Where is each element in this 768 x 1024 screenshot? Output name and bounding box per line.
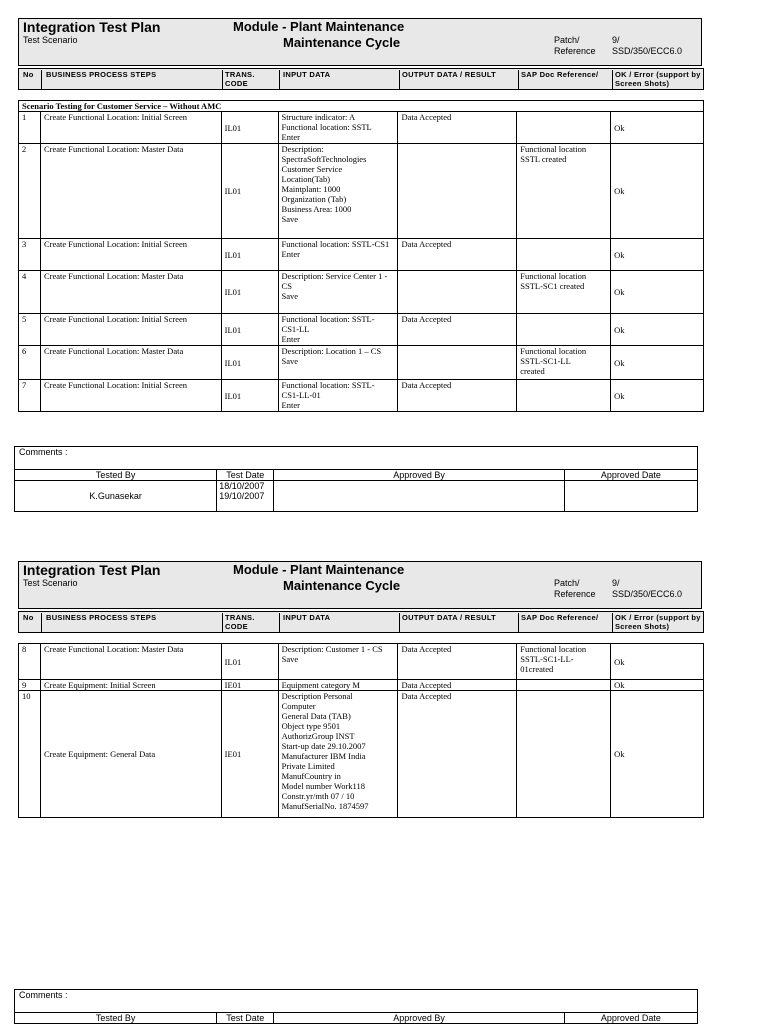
tested-by-label-2: Tested By — [15, 1013, 217, 1024]
input-data: Description: SpectraSoftTechnologies Customer Service Location(Tab) Maintplant: 1000 Organization (Tab) Business Area: 1000 Save — [278, 144, 398, 239]
sap-reference — [517, 691, 611, 818]
process-step: Create Functional Location: Initial Screen — [40, 314, 221, 346]
patch-value-line2: SSD/350/ECC6.0 — [612, 46, 683, 56]
module-label-2: Module - Plant Maintenance — [233, 562, 405, 577]
row-number: 4 — [19, 271, 41, 314]
ok-status: Ok — [611, 644, 704, 680]
trans-code: IL01 — [221, 380, 278, 412]
approved-date-label: Approved Date — [564, 470, 697, 481]
trans-code: IL01 — [221, 239, 278, 271]
comments-label: Comments : — [19, 447, 68, 457]
sap-reference: Functional location SSTL-SC1-LL created — [517, 346, 611, 380]
input-data: Structure indicator: A Functional location: SSTL Enter — [278, 112, 398, 144]
tested-by-value: K.Gunasekar — [15, 481, 217, 512]
ok-status: Ok — [611, 271, 704, 314]
trans-code: IL01 — [221, 644, 278, 680]
table-row — [19, 680, 704, 691]
row-number: 5 — [19, 314, 41, 346]
ok-status: Ok — [611, 239, 704, 271]
process-step: Create Equipment: General Data — [40, 691, 221, 818]
trans-code: IE01 — [221, 691, 278, 818]
test-steps-table-2 — [18, 643, 704, 818]
col-sap-2: SAP Doc Reference/ — [521, 613, 599, 622]
process-step: Create Equipment: Initial Screen — [40, 680, 221, 691]
col-ok: OK / Error (support by Screen Shots) — [615, 70, 701, 88]
output-result: Data Accepted — [398, 314, 517, 346]
ok-status: Ok — [611, 680, 704, 691]
cycle-label: Maintenance Cycle — [283, 35, 401, 50]
input-data: Functional location: SSTL- CS1-LL-01 Enter — [278, 380, 398, 412]
plan-title-2: Integration Test Plan — [23, 562, 161, 578]
test-date-label: Test Date — [217, 470, 274, 481]
tested-by-label: Tested By — [15, 470, 217, 481]
col-trans: TRANS. CODE — [225, 70, 255, 88]
process-step: Create Functional Location: Master Data — [40, 271, 221, 314]
output-result: Data Accepted — [398, 691, 517, 818]
trans-code: IL01 — [221, 346, 278, 380]
approved-by-label-2: Approved By — [274, 1013, 564, 1024]
col-output: OUTPUT DATA / RESULT — [402, 70, 497, 79]
test-date-label-2: Test Date — [217, 1013, 274, 1024]
process-step: Create Functional Location: Master Data — [40, 644, 221, 680]
patch-value-2-line1: 9/ — [612, 578, 620, 588]
output-result: Data Accepted — [398, 680, 517, 691]
ok-status: Ok — [611, 380, 704, 412]
output-result: Data Accepted — [398, 239, 517, 271]
module-label: Module - Plant Maintenance — [233, 19, 405, 34]
col-no-2: No — [23, 613, 34, 622]
input-data: Description Personal Computer General Data (TAB) Object type 9501 AuthorizGroup INST Start-up date 29.10.2007 Manufacturer IBM India Private Limited ManufCountry in Model number Work118 Constr.yr/mth 07 / 10 ManufSerialNo. 1874597 — [278, 691, 398, 818]
trans-code: IL01 — [221, 144, 278, 239]
sap-reference — [517, 680, 611, 691]
approved-by-label: Approved By — [274, 470, 564, 481]
col-input: INPUT DATA — [283, 70, 331, 79]
plan-subtitle: Test Scenario — [23, 35, 78, 45]
patch-label-2 — [554, 578, 596, 600]
sap-reference: Functional location SSTL-SC1 created — [517, 271, 611, 314]
process-step: Create Functional Location: Master Data — [40, 346, 221, 380]
test-date-2: 19/10/2007 — [219, 491, 265, 501]
ok-status: Ok — [611, 144, 704, 239]
process-step: Create Functional Location: Master Data — [40, 144, 221, 239]
scenario-title: Scenario Testing for Customer Service – Without AMC — [19, 101, 704, 112]
patch-value-2 — [612, 578, 682, 600]
output-result: Data Accepted — [398, 644, 517, 680]
row-number: 3 — [19, 239, 41, 271]
patch-label-line1: Patch/ — [554, 35, 580, 45]
input-data: Description: Location 1 – CS Save — [278, 346, 398, 380]
process-step: Create Functional Location: Initial Screen — [40, 112, 221, 144]
input-data: Description: Service Center 1 - CS Save — [278, 271, 398, 314]
row-number: 10 — [19, 691, 41, 818]
comments-box-2 — [14, 989, 698, 1013]
row-number: 6 — [19, 346, 41, 380]
col-trans-2: TRANS. CODE — [225, 613, 255, 631]
patch-label-2-line2: Reference — [554, 589, 596, 599]
input-data: Equipment category M — [278, 680, 398, 691]
ok-status: Ok — [611, 314, 704, 346]
col-input-2: INPUT DATA — [283, 613, 331, 622]
comments-label-2: Comments : — [19, 990, 68, 1000]
approved-date-label-2: Approved Date — [564, 1013, 697, 1024]
table-row — [19, 644, 704, 680]
trans-code: IL01 — [221, 271, 278, 314]
col-steps: BUSINESS PROCESS STEPS — [46, 70, 157, 79]
test-date-1: 18/10/2007 — [219, 481, 265, 491]
sap-reference: Functional location SSTL created — [517, 144, 611, 239]
output-result: Data Accepted — [398, 112, 517, 144]
patch-label-2-line1: Patch/ — [554, 578, 580, 588]
col-output-2: OUTPUT DATA / RESULT — [402, 613, 497, 622]
ok-status: Ok — [611, 346, 704, 380]
patch-value-line1: 9/ — [612, 35, 620, 45]
process-step: Create Functional Location: Initial Screen — [40, 380, 221, 412]
col-sap: SAP Doc Reference/ — [521, 70, 599, 79]
col-steps-2: BUSINESS PROCESS STEPS — [46, 613, 157, 622]
col-ok-2: OK / Error (support by Screen Shots) — [615, 613, 701, 631]
table-row — [19, 691, 704, 818]
signoff-table-2 — [14, 1012, 698, 1024]
row-number: 7 — [19, 380, 41, 412]
plan-title: Integration Test Plan — [23, 19, 161, 35]
sap-reference: Functional location SSTL-SC1-LL- 01created — [517, 644, 611, 680]
ok-status: Ok — [611, 691, 704, 818]
plan-subtitle-2: Test Scenario — [23, 578, 78, 588]
col-no: No — [23, 70, 34, 79]
input-data: Functional location: SSTL-CS1 Enter — [278, 239, 398, 271]
trans-code: IL01 — [221, 112, 278, 144]
patch-label-line2: Reference — [554, 46, 596, 56]
process-step: Create Functional Location: Initial Screen — [40, 239, 221, 271]
patch-value-2-line2: SSD/350/ECC6.0 — [612, 589, 683, 599]
row-number: 8 — [19, 644, 41, 680]
input-data: Functional location: SSTL- CS1-LL Enter — [278, 314, 398, 346]
column-header-row-2 — [18, 611, 704, 633]
trans-code: IL01 — [221, 314, 278, 346]
trans-code: IE01 — [221, 680, 278, 691]
input-data: Description: Customer 1 - CS Save — [278, 644, 398, 680]
cycle-label-2: Maintenance Cycle — [283, 578, 401, 593]
row-number: 1 — [19, 112, 41, 144]
output-result: Data Accepted — [398, 380, 517, 412]
row-number: 2 — [19, 144, 41, 239]
row-number: 9 — [19, 680, 41, 691]
ok-status: Ok — [611, 112, 704, 144]
plan-header-2 — [18, 561, 702, 609]
